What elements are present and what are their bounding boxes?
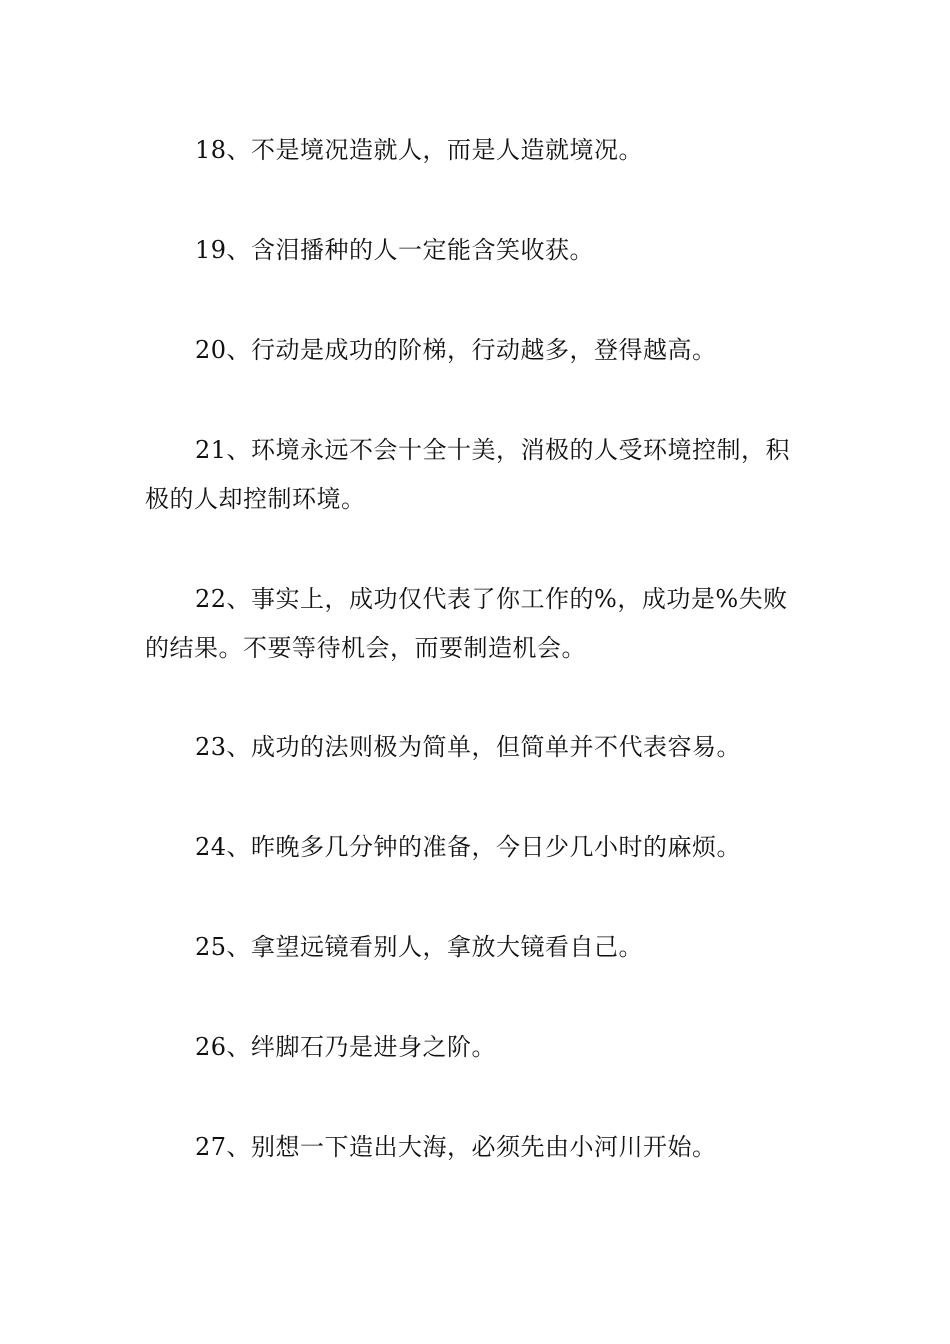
paragraph-27: 27、别想一下造出大海，必须先由小河川开始。 [195, 1133, 717, 1161]
paragraph-24: 24、昨晚多几分钟的准备，今日少几小时的麻烦。 [195, 833, 742, 861]
paragraph-20: 20、行动是成功的阶梯，行动越多，登得越高。 [195, 336, 717, 364]
paragraph-23: 23、成功的法则极为简单，但简单并不代表容易。 [195, 733, 742, 761]
paragraph-21: 21、环境永远不会十全十美，消极的人受环境控制，积极的人却控制环境。 [145, 436, 791, 513]
paragraph-19: 19、含泪播种的人一定能含笑收获。 [195, 236, 595, 264]
paragraph-22: 22、事实上，成功仅代表了你工作的%，成功是%失败的结果。不要等待机会，而要制造机会。 [145, 585, 788, 662]
paragraph-25: 25、拿望远镜看别人，拿放大镜看自己。 [195, 933, 644, 961]
paragraph-26: 26、绊脚石乃是进身之阶。 [195, 1033, 497, 1061]
paragraph-18: 18、不是境况造就人，而是人造就境况。 [195, 136, 644, 164]
